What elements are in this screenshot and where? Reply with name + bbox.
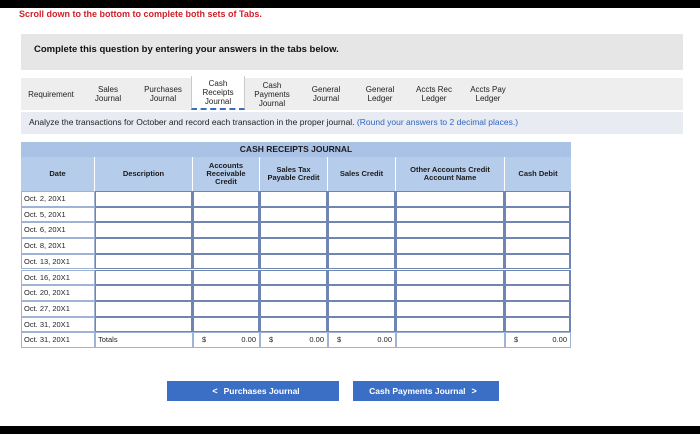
other-input[interactable] — [396, 317, 505, 333]
tax-input[interactable] — [260, 285, 328, 301]
total-ar-cell — [193, 332, 260, 348]
description-input[interactable] — [95, 301, 193, 317]
journal-row — [21, 207, 571, 223]
date-cell: Oct. 13, 20X1 — [21, 254, 95, 270]
column-header-other-accounts — [396, 157, 505, 191]
journal-row — [21, 191, 571, 207]
date-cell: Oct. 31, 20X1 — [21, 317, 95, 333]
sales-input[interactable] — [328, 191, 396, 207]
sales-input[interactable] — [328, 285, 396, 301]
tab-label-line2: Receipts — [202, 87, 234, 97]
tab-label-line1: Requirement — [28, 89, 74, 99]
tab-label-line1: Sales — [97, 85, 118, 94]
description-input[interactable] — [95, 254, 193, 270]
tab-label — [254, 81, 290, 108]
description-input[interactable] — [95, 285, 193, 301]
tab-label-line1: Accts Rec — [415, 85, 452, 94]
other-input[interactable] — [396, 301, 505, 317]
tab-label-line2: Ledger — [367, 94, 393, 103]
other-input[interactable] — [396, 222, 505, 238]
journal-row — [21, 254, 571, 270]
other-input[interactable] — [396, 191, 505, 207]
totals-date-cell: Oct. 31, 20X1 — [21, 332, 95, 348]
tab-label-line2: Payments — [254, 89, 290, 99]
ar-input[interactable] — [193, 285, 260, 301]
cash-input[interactable] — [505, 191, 571, 207]
ar-input[interactable] — [193, 191, 260, 207]
chevron-right-icon: > — [471, 386, 477, 396]
tab-label-line3: Journal — [258, 98, 286, 108]
total-ar-amount: 0.00 — [241, 335, 256, 345]
totals-label: Totals — [95, 332, 193, 348]
instructions — [21, 112, 683, 134]
column-header-tax-line1: Sales Tax — [276, 165, 311, 174]
column-header-ar-line3: Credit — [215, 177, 237, 186]
column-header-date — [21, 157, 95, 191]
total-sales-amount: 0.00 — [377, 335, 392, 345]
tab-sales-journal[interactable] — [81, 78, 135, 110]
journal-row — [21, 270, 571, 286]
cash-input[interactable] — [505, 238, 571, 254]
ar-input[interactable] — [193, 317, 260, 333]
total-cash-cell — [505, 332, 571, 348]
currency-symbol: $ — [269, 335, 274, 345]
column-header-ar-line2: Receivable — [206, 169, 246, 178]
sales-input[interactable] — [328, 317, 396, 333]
journal-row — [21, 238, 571, 254]
tab-label-line2: Journal — [312, 94, 340, 103]
ar-input[interactable] — [193, 301, 260, 317]
other-input[interactable] — [396, 238, 505, 254]
tab-label — [144, 85, 182, 103]
cash-input[interactable] — [505, 222, 571, 238]
date-cell: Oct. 16, 20X1 — [21, 270, 95, 286]
other-input[interactable] — [396, 207, 505, 223]
tab-label — [95, 85, 121, 103]
tax-input[interactable] — [260, 238, 328, 254]
other-input[interactable] — [396, 254, 505, 270]
tab-label-line1: Accts Pay — [470, 85, 506, 94]
cash-payments-journal-button[interactable] — [353, 381, 499, 401]
column-header-tax-line2: Payable Credit — [267, 173, 320, 182]
date-cell: Oct. 20, 20X1 — [21, 285, 95, 301]
sales-input[interactable] — [328, 301, 396, 317]
tax-input[interactable] — [260, 222, 328, 238]
tab-bar — [21, 78, 683, 110]
totals-row — [21, 332, 571, 348]
description-input[interactable] — [95, 207, 193, 223]
tab-requirement[interactable] — [21, 78, 81, 110]
tab-label — [470, 85, 506, 103]
column-header-cash-label: Cash Debit — [518, 169, 558, 178]
description-input[interactable] — [95, 270, 193, 286]
description-input[interactable] — [95, 317, 193, 333]
journal-title: CASH RECEIPTS JOURNAL — [21, 142, 571, 157]
journal-row — [21, 222, 571, 238]
tab-label-line3: Journal — [204, 96, 232, 106]
journal-row — [21, 285, 571, 301]
journal-row — [21, 317, 571, 333]
cash-input[interactable] — [505, 207, 571, 223]
tab-accts-rec-ledger[interactable] — [407, 78, 461, 110]
tab-label-line2: Ledger — [421, 94, 447, 103]
tab-purchases-journal[interactable] — [135, 78, 191, 110]
tab-label-line2: Ledger — [475, 94, 501, 103]
description-input[interactable] — [95, 191, 193, 207]
total-tax-amount: 0.00 — [309, 335, 324, 345]
tab-cash-receipts-journal[interactable] — [191, 76, 245, 110]
tab-label-line2: Journal — [149, 94, 177, 103]
panel-header: Complete this question by entering your answers in the tabs below. — [21, 34, 683, 70]
tab-label — [28, 90, 74, 99]
tab-label — [366, 85, 394, 103]
purchases-journal-button-label: Purchases Journal — [223, 386, 300, 396]
tax-input[interactable] — [260, 270, 328, 286]
column-header-description-label: Description — [122, 169, 165, 178]
page — [0, 8, 700, 426]
sales-input[interactable] — [328, 254, 396, 270]
tab-label — [202, 79, 233, 106]
tab-label-line1: General — [365, 85, 395, 94]
date-cell: Oct. 2, 20X1 — [21, 191, 95, 207]
date-cell: Oct. 27, 20X1 — [21, 301, 95, 317]
tab-label — [312, 85, 340, 103]
tab-label-line1: Purchases — [144, 85, 182, 94]
tab-label-line1: General — [311, 85, 341, 94]
column-header-ar-line1: Accounts — [208, 161, 244, 170]
total-tax-cell — [260, 332, 328, 348]
tab-accts-pay-ledger[interactable] — [461, 78, 515, 110]
column-header-other-line1: Other Accounts Credit — [410, 165, 490, 174]
cash-input[interactable] — [505, 254, 571, 270]
total-sales-cell — [328, 332, 396, 348]
description-input[interactable] — [95, 222, 193, 238]
other-input[interactable] — [396, 270, 505, 286]
column-header-accounts-receivable — [193, 157, 260, 191]
total-cash-amount: 0.00 — [552, 335, 567, 345]
ar-input[interactable] — [193, 238, 260, 254]
column-header-date-label: Date — [49, 169, 66, 178]
column-header-cash-debit — [505, 157, 571, 191]
column-header-sales-credit — [328, 157, 396, 191]
tab-label-line2: Journal — [94, 94, 122, 103]
column-header-sales-label: Sales Credit — [339, 169, 384, 178]
other-input[interactable] — [396, 285, 505, 301]
ar-input[interactable] — [193, 222, 260, 238]
tax-input[interactable] — [260, 301, 328, 317]
date-cell: Oct. 5, 20X1 — [21, 207, 95, 223]
ar-input[interactable] — [193, 207, 260, 223]
question-panel — [21, 34, 683, 414]
tab-label-line1: Cash — [262, 80, 282, 90]
tab-cash-payments-journal[interactable] — [245, 78, 299, 110]
date-cell: Oct. 8, 20X1 — [21, 238, 95, 254]
sales-input[interactable] — [328, 270, 396, 286]
tab-label — [416, 85, 452, 103]
cash-input[interactable] — [505, 285, 571, 301]
rounding-hint: (Round your answers to 2 decimal places.) — [356, 117, 519, 127]
column-header-description — [95, 157, 193, 191]
currency-symbol: $ — [202, 335, 207, 345]
tax-input[interactable] — [260, 317, 328, 333]
column-header-other-line2: Account Name — [423, 173, 477, 182]
instructions-text: Analyze the transactions for October and record each transaction in the proper journal. — [29, 117, 355, 127]
date-cell: Oct. 6, 20X1 — [21, 222, 95, 238]
sales-input[interactable] — [328, 207, 396, 223]
scroll-note: Scroll down to the bottom to complete both sets of Tabs. — [19, 9, 262, 19]
tax-input[interactable] — [260, 191, 328, 207]
tax-input[interactable] — [260, 207, 328, 223]
sales-input[interactable] — [328, 222, 396, 238]
purchases-journal-button[interactable] — [167, 381, 339, 401]
ar-input[interactable] — [193, 254, 260, 270]
chevron-left-icon: < — [212, 386, 218, 396]
column-header-sales-tax — [260, 157, 328, 191]
tab-general-journal[interactable] — [299, 78, 353, 110]
tax-input[interactable] — [260, 254, 328, 270]
cash-input[interactable] — [505, 270, 571, 286]
journal-row — [21, 301, 571, 317]
tab-label-line1: Cash — [208, 78, 228, 88]
cash-payments-journal-button-label: Cash Payments Journal — [369, 386, 466, 396]
total-other-cell — [396, 332, 505, 348]
description-input[interactable] — [95, 238, 193, 254]
currency-symbol: $ — [337, 335, 342, 345]
tab-general-ledger[interactable] — [353, 78, 407, 110]
sales-input[interactable] — [328, 238, 396, 254]
cash-input[interactable] — [505, 317, 571, 333]
currency-symbol: $ — [514, 335, 519, 345]
cash-input[interactable] — [505, 301, 571, 317]
ar-input[interactable] — [193, 270, 260, 286]
